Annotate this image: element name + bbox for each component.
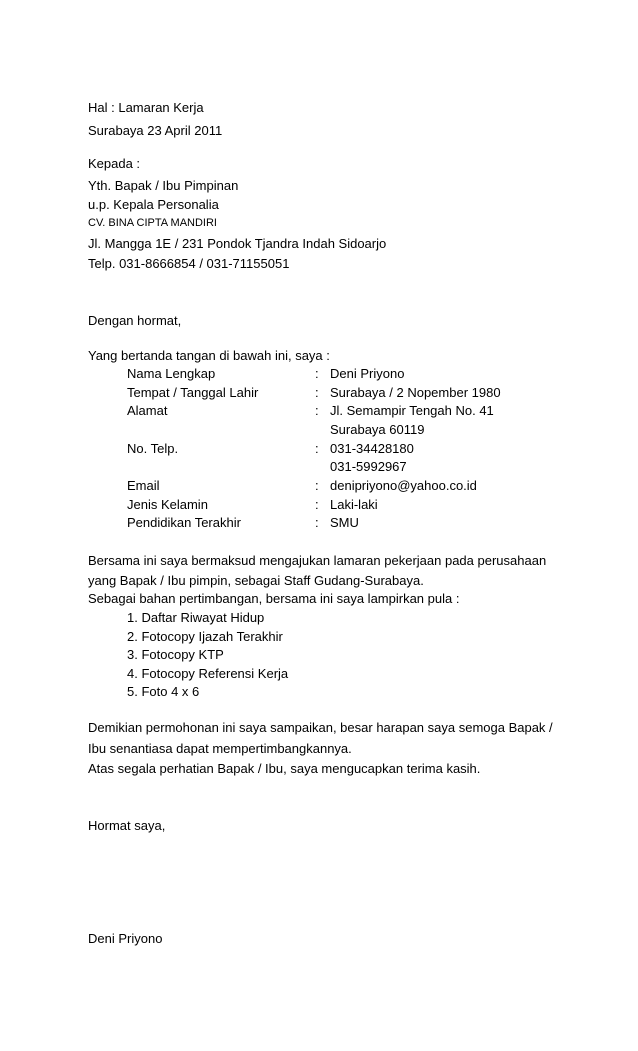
recipient-to: Kepada : bbox=[88, 156, 141, 171]
field-value: Surabaya / 2 Nopember 1980 bbox=[330, 385, 501, 400]
field-colon: : bbox=[315, 441, 319, 456]
list-item: 1. Daftar Riwayat Hidup bbox=[127, 610, 265, 625]
signoff: Hormat saya, bbox=[88, 818, 166, 833]
body-paragraph-line: yang Bapak / Ibu pimpin, sebagai Staff Gudang-Surabaya. bbox=[88, 573, 424, 588]
closing-line: Ibu senantiasa dapat mempertimbangkannya. bbox=[88, 741, 352, 756]
field-label: Tempat / Tanggal Lahir bbox=[127, 385, 259, 400]
field-colon: : bbox=[315, 478, 319, 493]
field-value: 031-5992967 bbox=[330, 459, 407, 474]
recipient-name: Yth. Bapak / Ibu Pimpinan bbox=[88, 178, 239, 193]
field-colon: : bbox=[315, 497, 319, 512]
body-paragraph-line: Bersama ini saya bermaksud mengajukan lamaran pekerjaan pada perusahaan bbox=[88, 553, 547, 568]
field-colon: : bbox=[315, 385, 319, 400]
field-label: Email bbox=[127, 478, 160, 493]
field-value: Surabaya 60119 bbox=[330, 422, 425, 437]
closing-line: Atas segala perhatian Bapak / Ibu, saya mengucapkan terima kasih. bbox=[88, 761, 481, 776]
recipient-address: Jl. Mangga 1E / 231 Pondok Tjandra Indah Sidoarjo bbox=[88, 236, 387, 251]
signature-name: Deni Priyono bbox=[88, 931, 163, 946]
field-value: 031-34428180 bbox=[330, 441, 414, 456]
recipient-phone: Telp. 031-8666854 / 031-71155051 bbox=[88, 256, 290, 271]
attachments-intro: Sebagai bahan pertimbangan, bersama ini saya lampirkan pula : bbox=[88, 591, 460, 606]
field-value: Deni Priyono bbox=[330, 366, 405, 381]
list-item: 3. Fotocopy KTP bbox=[127, 647, 224, 662]
list-item: 5. Foto 4 x 6 bbox=[127, 684, 200, 699]
field-value: SMU bbox=[330, 515, 359, 530]
field-label: Alamat bbox=[127, 403, 168, 418]
field-label: Nama Lengkap bbox=[127, 366, 216, 381]
field-label: Jenis Kelamin bbox=[127, 497, 208, 512]
field-colon: : bbox=[315, 366, 319, 381]
subject-line: Hal : Lamaran Kerja bbox=[88, 100, 204, 115]
closing-line: Demikian permohonan ini saya sampaikan, besar harapan saya semoga Bapak / bbox=[88, 720, 553, 735]
intro-line: Yang bertanda tangan di bawah ini, saya : bbox=[88, 348, 330, 363]
list-item: 4. Fotocopy Referensi Kerja bbox=[127, 666, 289, 681]
field-colon: : bbox=[315, 515, 319, 530]
recipient-attention: u.p. Kepala Personalia bbox=[88, 197, 219, 212]
greeting: Dengan hormat, bbox=[88, 313, 182, 328]
list-item: 2. Fotocopy Ijazah Terakhir bbox=[127, 629, 283, 644]
field-value: Jl. Semampir Tengah No. 41 bbox=[330, 403, 494, 418]
field-label: Pendidikan Terakhir bbox=[127, 515, 241, 530]
place-date: Surabaya 23 April 2011 bbox=[88, 123, 223, 138]
field-value: Laki-laki bbox=[330, 497, 378, 512]
field-label: No. Telp. bbox=[127, 441, 179, 456]
recipient-company: CV. BINA CIPTA MANDIRI bbox=[88, 217, 217, 229]
field-colon: : bbox=[315, 403, 319, 418]
field-value: denipriyono@yahoo.co.id bbox=[330, 478, 477, 493]
